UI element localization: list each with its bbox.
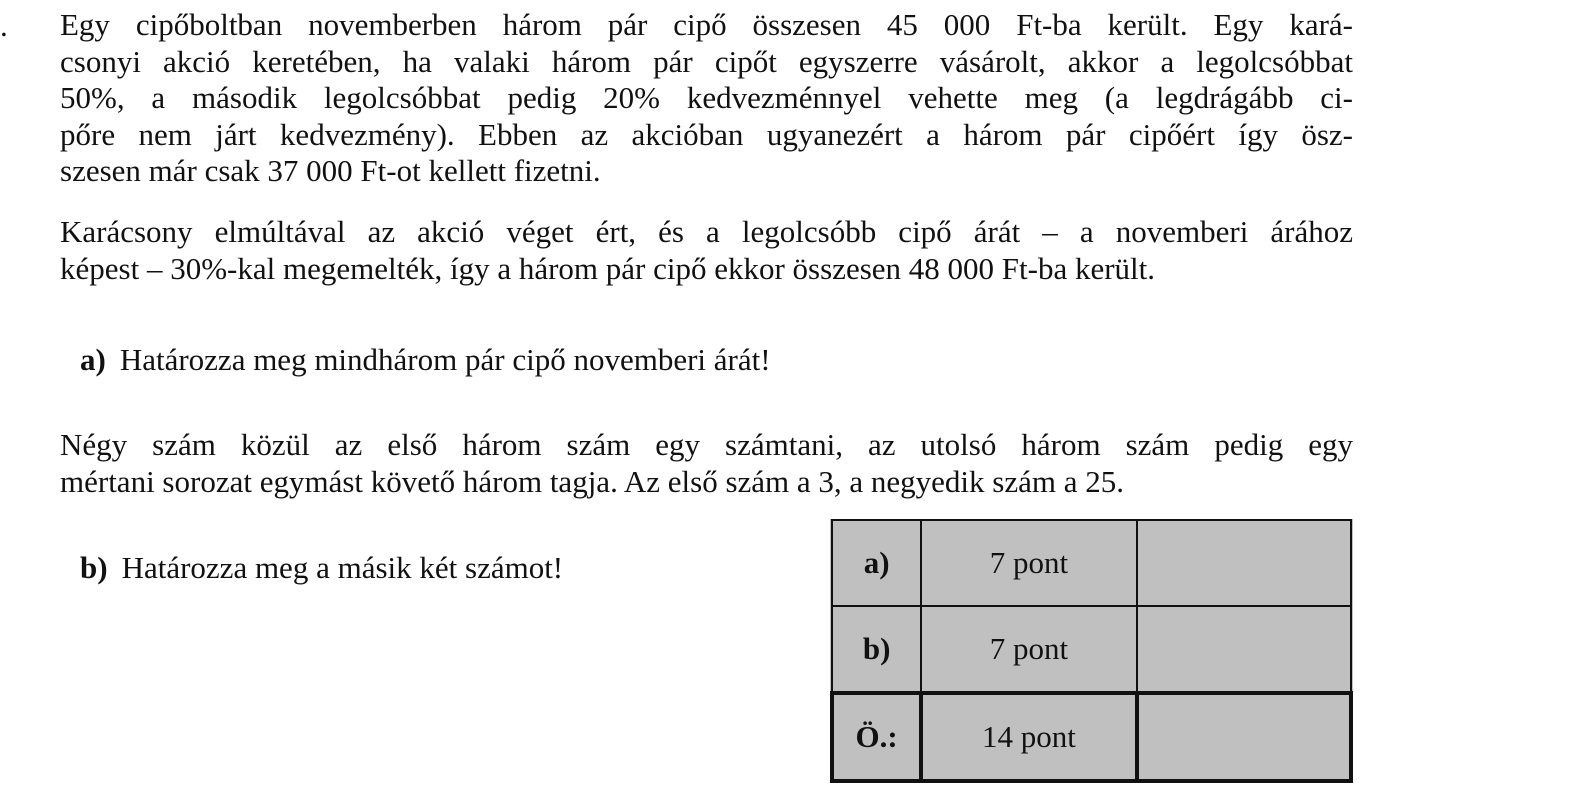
score-label: a) [832,520,921,606]
task-b-text: Határozza meg a másik két számot! [121,550,564,585]
text-line: csonyi akció keretében, ha valaki három pár cipőt egyszerre vásárolt, akkor a legolcsóbbat [60,43,1353,79]
score-max-points: 7 pont [921,606,1136,693]
task-a [80,342,771,378]
text-line: Karácsony elmúltával az akció véget ért, és a legolcsóbb cipő árát – a novemberi árához [60,214,1353,249]
text-line: pőre nem járt kedvezmény). Ebben az akcióban ugyanezért a három pár cipőért így ösz- [60,116,1353,152]
score-earned-field[interactable] [1137,606,1351,693]
text-line: Négy szám közül az első három szám egy számtani, az utolsó három szám pedig egy [60,427,1353,462]
task-a-letter: a) [80,342,106,377]
text-line: képest – 30%-kal megemelték, így a három pár cipő ekkor összesen 48 000 Ft-ba került. [60,250,1156,286]
problem-intro-paragraph-2 [60,214,1353,287]
text-line: 50%, a második legolcsóbbat pedig 20% kedvezménnyel vehette meg (a legdrágább ci- [60,80,1353,116]
score-earned-field[interactable] [1137,693,1351,781]
task-b [80,550,563,586]
score-earned-field[interactable] [1137,520,1351,606]
problem-number-fragment: . [0,8,8,43]
score-label: Ö.: [832,693,921,781]
score-row-b [832,606,1351,693]
problem-intro-paragraph-3 [60,427,1353,500]
task-a-text: Határozza meg mindhárom pár cipő novemberi árát! [119,342,771,377]
task-b-letter: b) [80,550,108,585]
score-row-a [832,520,1351,606]
text-line: mértani sorozat egymást követő három tagja. Az első szám a 3, a negyedik szám a 25. [60,463,1124,499]
score-max-points: 14 pont [921,693,1136,781]
score-label: b) [832,606,921,693]
text-line: szesen már csak 37 000 Ft-ot kellett fizetni. [60,153,601,189]
score-row-total [832,693,1351,781]
score-max-points: 7 pont [921,520,1136,606]
score-table [830,519,1353,783]
text-line: Egy cipőboltban novemberben három pár cipő összesen 45 000 Ft-ba került. Egy kará- [60,7,1353,42]
problem-intro-paragraph [60,7,1353,190]
